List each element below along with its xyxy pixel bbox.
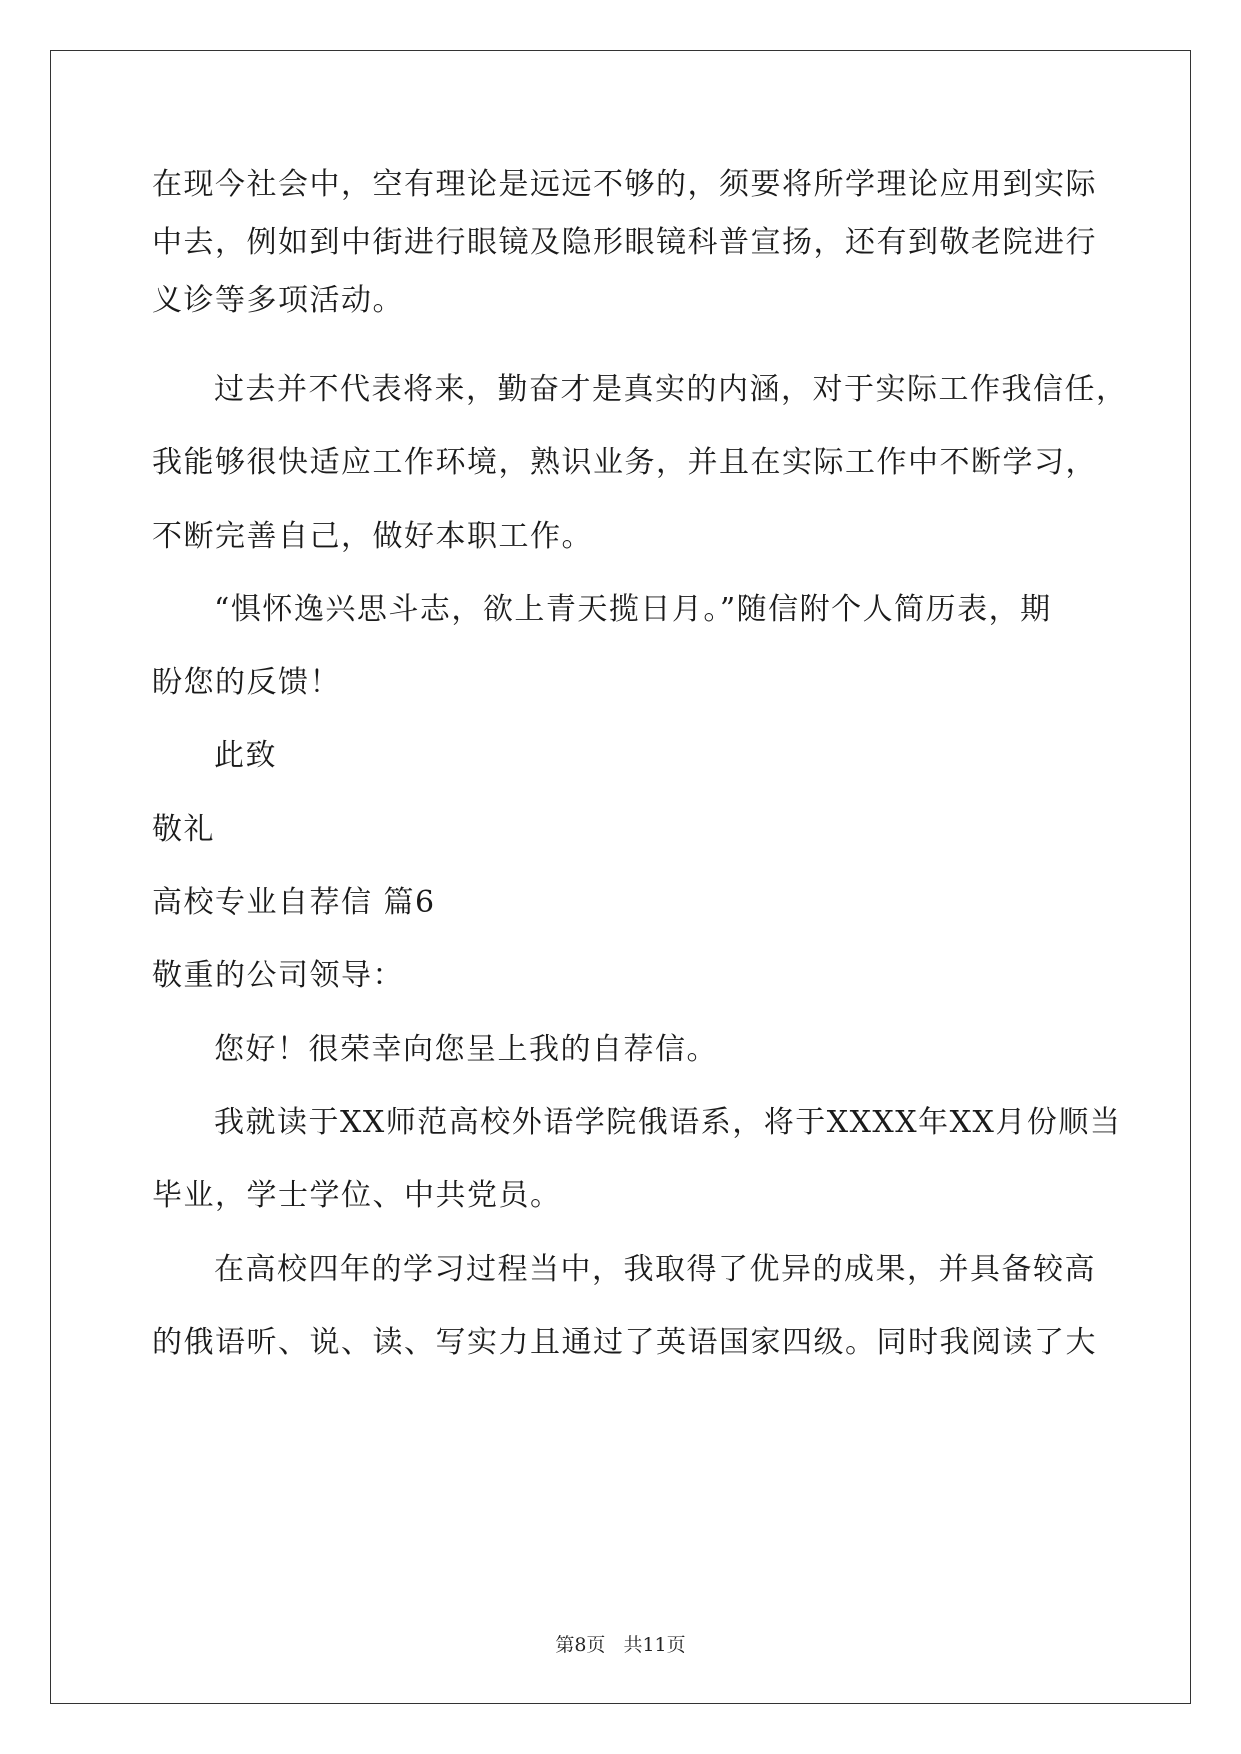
page-footer (0, 1630, 1241, 1657)
text-line: 盼您的反馈！ (152, 665, 341, 700)
text-line: 我能够很快适应工作环境，熟识业务，并且在实际工作中不断学习， (152, 445, 1097, 480)
text-line: 中去，例如到中街进行眼镜及隐形眼镜科普宣扬，还有到敬老院进行 (152, 225, 1097, 260)
text-line: 在现今社会中，空有理论是远远不够的，须要将所学理论应用到实际 (152, 167, 1097, 202)
closing-regards: 敬礼 (152, 812, 215, 847)
text-line: 不断完善自己，做好本职工作。 (152, 519, 593, 554)
text-line: 毕业，学士学位、中共党员。 (152, 1178, 562, 1213)
text-line: 义诊等多项活动。 (152, 283, 404, 318)
section-heading: 高校专业自荐信 篇6 (152, 885, 436, 920)
page-total: 共11页 (623, 1634, 686, 1656)
text-line: “惧怀逸兴思斗志，欲上青天揽日月。”随信附个人简历表，期 (214, 592, 1052, 627)
page-number: 第8页 (555, 1634, 606, 1656)
text-line: 我就读于XX师范高校外语学院俄语系，将于XXXX年XX月份顺当 (214, 1105, 1122, 1140)
text-line: 在高校四年的学习过程当中，我取得了优异的成果，并具备较高 (214, 1252, 1096, 1287)
greeting: 敬重的公司领导： (152, 958, 404, 993)
text-line: 的俄语听、说、读、写实力且通过了英语国家四级。同时我阅读了大 (152, 1325, 1097, 1360)
closing-salutation: 此致 (214, 738, 277, 773)
text-line: 过去并不代表将来，勤奋才是真实的内涵，对于实际工作我信任， (214, 372, 1128, 407)
text-line: 您好！很荣幸向您呈上我的自荐信。 (214, 1032, 718, 1067)
